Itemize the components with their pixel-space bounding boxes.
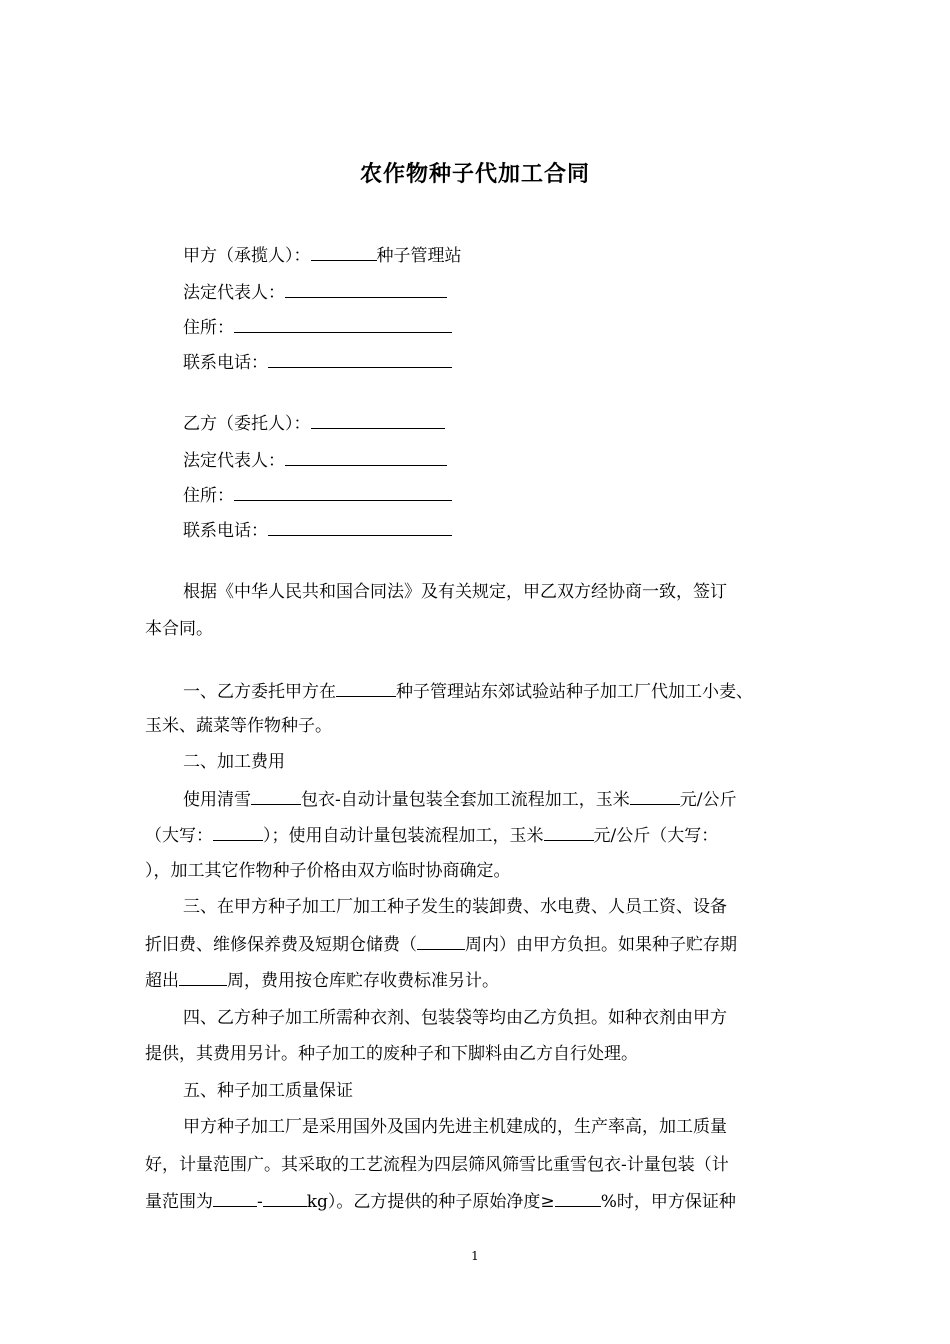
clause3-line-3 [145,970,499,991]
party-b-phone-blank [268,520,452,536]
clause2-l2a: （大写： [145,826,213,846]
clause3-blank-1 [417,934,465,950]
party-a-suffix: 种子管理站 [376,246,462,266]
party-a-rep-label: 法定代表人： [183,283,285,303]
party-b-addr-blank [234,485,452,501]
clause1-line-2: 玉米、蔬菜等作物种子。 [145,716,332,736]
party-a-phone-blank [268,352,452,368]
clause3-l3a: 超出 [145,971,179,991]
clause5-line-1: 甲方种子加工厂是采用国外及国内先进主机建成的，生产率高，加工质量 [183,1117,727,1137]
clause2-l1a: 使用清雪 [183,790,251,810]
page-number: 1 [471,1249,479,1263]
party-a-phone-line [183,352,452,373]
clause2-heading: 二、加工费用 [183,752,285,772]
party-a-rep-line [183,282,447,303]
clause2-l2c: 元/公斤（大写： [593,826,719,846]
clause5-heading: 五、种子加工质量保证 [183,1081,353,1101]
clause3-l2a: 折旧费、维修保养费及短期仓储费（ [145,935,417,955]
party-a-addr-line [183,317,452,338]
clause2-blank-2 [630,789,680,805]
clause2-l1c: 元/公斤 [679,790,737,810]
party-b-rep-line [183,450,447,471]
clause5-l3a: 量范围为 [145,1192,213,1212]
party-b-phone-label: 联系电话： [183,521,268,541]
clause5-l3d: %时，甲方保证种 [600,1192,736,1212]
intro-line-1: 根据《中华人民共和国合同法》及有关规定，甲乙双方经协商一致，签订 [183,582,727,602]
clause5-blank-3 [555,1191,601,1207]
party-b-phone-line [183,520,452,541]
party-a-phone-label: 联系电话： [183,353,268,373]
party-b-line [183,413,445,434]
party-a-addr-label: 住所： [183,318,234,338]
party-b-label: 乙方（委托人）： [183,414,311,434]
party-a-addr-blank [234,317,452,333]
clause5-line-3 [145,1191,736,1212]
clause3-l3b: 周，费用按仓库贮存收费标准另计。 [227,971,499,991]
clause3-line-2 [145,934,737,955]
party-a-rep-blank [285,282,447,298]
clause2-l2b: ）；使用自动计量包装流程加工，玉米 [263,826,544,846]
party-a-blank [311,245,377,261]
clause2-blank-3 [213,825,263,841]
clause1-blank [336,681,396,697]
clause1-text-a: 一、乙方委托甲方在 [183,682,336,702]
party-a-label: 甲方（承揽人）： [183,246,311,266]
clause3-blank-2 [179,970,227,986]
clause5-line-2: 好，计量范围广。其采取的工艺流程为四层筛风筛雪比重雪包衣-计量包装（计 [145,1155,729,1175]
intro-line-2: 本合同。 [145,619,213,639]
clause4-line-1: 四、乙方种子加工所需种衣剂、包装袋等均由乙方负担。如种衣剂由甲方 [183,1008,727,1028]
clause3-l2b: 周内）由甲方负担。如果种子贮存期 [465,935,737,955]
clause2-line-2 [145,825,718,846]
clause5-l3c: kg）。乙方提供的种子原始净度≥ [306,1192,555,1212]
party-a-line [183,245,462,266]
page-title: 农作物种子代加工合同 [359,161,590,187]
party-b-addr-label: 住所： [183,486,234,506]
clause2-line-1 [183,789,736,810]
clause5-l3b: - [257,1192,263,1212]
party-b-addr-line [183,485,452,506]
clause2-l1b: 包衣-自动计量包装全套加工流程加工，玉米 [301,790,630,810]
clause1-line-1 [183,681,753,702]
clause2-blank-1 [251,789,301,805]
party-b-rep-label: 法定代表人： [183,451,285,471]
clause2-line-3: ），加工其它作物种子价格由双方临时协商确定。 [145,861,511,881]
party-b-blank [311,413,445,429]
clause5-blank-1 [213,1191,257,1207]
clause2-blank-4 [544,825,594,841]
clause4-line-2: 提供，其费用另计。种子加工的废种子和下脚料由乙方自行处理。 [145,1044,638,1064]
clause3-line-1: 三、在甲方种子加工厂加工种子发生的装卸费、水电费、人员工资、设备 [183,897,727,917]
clause5-blank-2 [263,1191,307,1207]
party-b-rep-blank [285,450,447,466]
clause1-text-b: 种子管理站东郊试验站种子加工厂代加工小麦、 [396,682,753,702]
